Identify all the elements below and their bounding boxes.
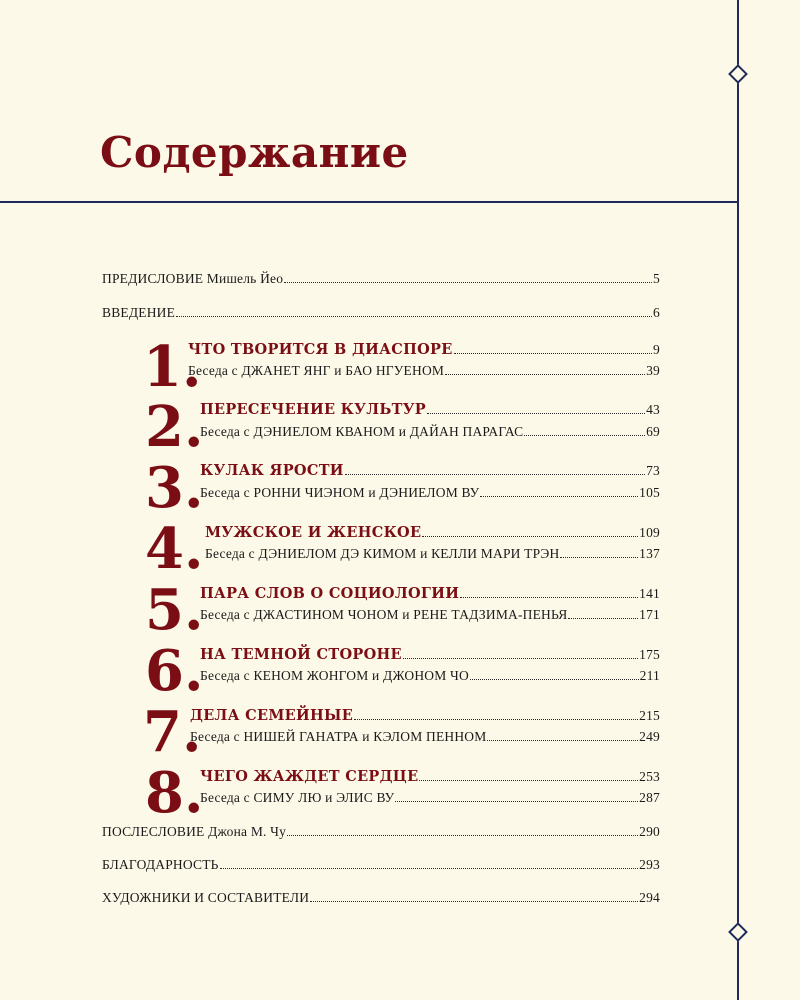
toc-chapter-2[interactable] [200, 401, 660, 418]
toc-chapter-6[interactable] [200, 646, 660, 663]
conversation-page: 39 [646, 363, 660, 378]
dot-leader [427, 402, 645, 414]
toc-entry-introduction[interactable] [102, 305, 660, 321]
chapter-title: ЧТО ТВОРИТСЯ В ДИАСПОРЕ [188, 341, 453, 358]
diamond-ornament-icon [728, 64, 748, 84]
toc-conversation-7[interactable] [190, 729, 660, 745]
conversation-label: Беседа с ДЖАСТИНОМ ЧОНОМ и РЕНЕ ТАДЗИМА-ПЕНЬЯ [200, 607, 568, 622]
toc-entry-label: БЛАГОДАРНОСТЬ [102, 857, 219, 872]
chapter-page: 215 [639, 708, 660, 723]
chapter-page: 175 [639, 647, 660, 662]
conversation-page: 171 [639, 607, 660, 622]
conversation-page: 137 [639, 546, 660, 561]
conversation-page: 69 [646, 424, 660, 439]
chapter-number: 6. [145, 638, 204, 704]
dot-leader [284, 271, 652, 283]
conversation-label: Беседа с ДЖАНЕТ ЯНГ и БАО НГУЕНОМ [188, 363, 445, 378]
chapter-number: 1. [143, 334, 202, 400]
conversation-label: Беседа с НИШЕЙ ГАНАТРА и КЭЛОМ ПЕННОМ [190, 729, 487, 744]
toc-conversation-6[interactable] [200, 668, 660, 684]
chapter-title: ДЕЛА СЕМЕЙНЫЕ [190, 707, 354, 724]
chapter-page: 73 [646, 463, 660, 478]
frame-vertical-rule [737, 0, 739, 1000]
page-title: Содержание [100, 128, 409, 177]
chapter-number: 4. [145, 516, 204, 582]
dot-leader [470, 668, 639, 680]
conversation-label: Беседа с ДЭНИЕЛОМ ДЭ КИМОМ и КЕЛЛИ МАРИ ТРЭН [205, 546, 560, 561]
chapter-title: ЧЕГО ЖАЖДЕТ СЕРДЦЕ [200, 768, 419, 785]
toc-entry-page: 6 [653, 305, 660, 320]
chapter-title: МУЖСКОЕ И ЖЕНСКОЕ [205, 524, 422, 541]
chapter-number: 8. [145, 760, 204, 826]
conversation-label: Беседа с ДЭНИЕЛОМ КВАНОМ и ДАЙАН ПАРАГАС [200, 424, 524, 439]
toc-entry-foreword[interactable] [102, 271, 660, 287]
toc-entry-label: ВВЕДЕНИЕ [102, 305, 176, 320]
chapter-page: 9 [653, 342, 660, 357]
frame-horizontal-rule [0, 201, 738, 203]
dot-leader [395, 790, 638, 802]
dot-leader [422, 525, 638, 537]
chapter-number: 2. [145, 394, 204, 460]
toc-chapter-7[interactable] [190, 707, 660, 724]
toc-chapter-1[interactable] [188, 341, 660, 358]
dot-leader [419, 769, 638, 781]
dot-leader [287, 824, 638, 836]
toc-conversation-5[interactable] [200, 607, 660, 623]
chapter-title: КУЛАК ЯРОСТИ [200, 462, 344, 479]
chapter-page: 109 [639, 525, 660, 540]
toc-entry-label: ХУДОЖНИКИ И СОСТАВИТЕЛИ [102, 890, 310, 905]
toc-entry-label: ПРЕДИСЛОВИЕ Мишель Йео [102, 271, 284, 286]
dot-leader [403, 647, 638, 659]
toc-conversation-3[interactable] [200, 485, 660, 501]
toc-conversation-2[interactable] [200, 424, 660, 440]
chapter-number: 5. [145, 577, 204, 643]
chapter-number: 3. [145, 455, 204, 521]
toc-entry-label: ПОСЛЕСЛОВИЕ Джона М. Чу [102, 824, 287, 839]
dot-leader [480, 485, 638, 497]
conversation-page: 249 [639, 729, 660, 744]
toc-entry-afterword[interactable] [102, 824, 660, 840]
toc-chapter-4[interactable] [205, 524, 660, 541]
dot-leader [310, 890, 638, 902]
dot-leader [176, 305, 652, 317]
conversation-label: Беседа с СИМУ ЛЮ и ЭЛИС ВУ [200, 790, 395, 805]
diamond-ornament-icon [728, 922, 748, 942]
toc-conversation-4[interactable] [205, 546, 660, 562]
conversation-label: Беседа с КЕНОМ ЖОНГОМ и ДЖОНОМ ЧО [200, 668, 469, 683]
dot-leader [460, 586, 638, 598]
dot-leader [354, 708, 638, 720]
chapter-title: ПАРА СЛОВ О СОЦИОЛОГИИ [200, 585, 460, 602]
toc-entry-page: 293 [639, 857, 660, 872]
conversation-label: Беседа с РОННИ ЧИЭНОМ и ДЭНИЕЛОМ ВУ [200, 485, 480, 500]
toc-entry-page: 290 [639, 824, 660, 839]
toc-entry-contributors[interactable] [102, 890, 660, 906]
conversation-page: 287 [639, 790, 660, 805]
toc-entry-acknowledgments[interactable] [102, 857, 660, 873]
toc-conversation-1[interactable] [188, 363, 660, 379]
chapter-page: 43 [646, 402, 660, 417]
toc-conversation-8[interactable] [200, 790, 660, 806]
toc-entry-page: 294 [639, 890, 660, 905]
dot-leader [445, 363, 645, 375]
dot-leader [454, 342, 652, 354]
chapter-title: ПЕРЕСЕЧЕНИЕ КУЛЬТУР [200, 401, 426, 418]
dot-leader [568, 607, 638, 619]
chapter-title: НА ТЕМНОЙ СТОРОНЕ [200, 646, 402, 663]
dot-leader [220, 857, 639, 869]
toc-chapter-8[interactable] [200, 768, 660, 785]
dot-leader [560, 546, 638, 558]
dot-leader [524, 424, 645, 436]
toc-entry-page: 5 [653, 271, 660, 286]
toc-chapter-3[interactable] [200, 462, 660, 479]
conversation-page: 211 [639, 668, 660, 683]
chapter-page: 141 [639, 586, 660, 601]
chapter-number: 7. [143, 699, 202, 765]
chapter-page: 253 [639, 769, 660, 784]
dot-leader [487, 729, 638, 741]
conversation-page: 105 [639, 485, 660, 500]
toc-chapter-5[interactable] [200, 585, 660, 602]
dot-leader [345, 463, 645, 475]
